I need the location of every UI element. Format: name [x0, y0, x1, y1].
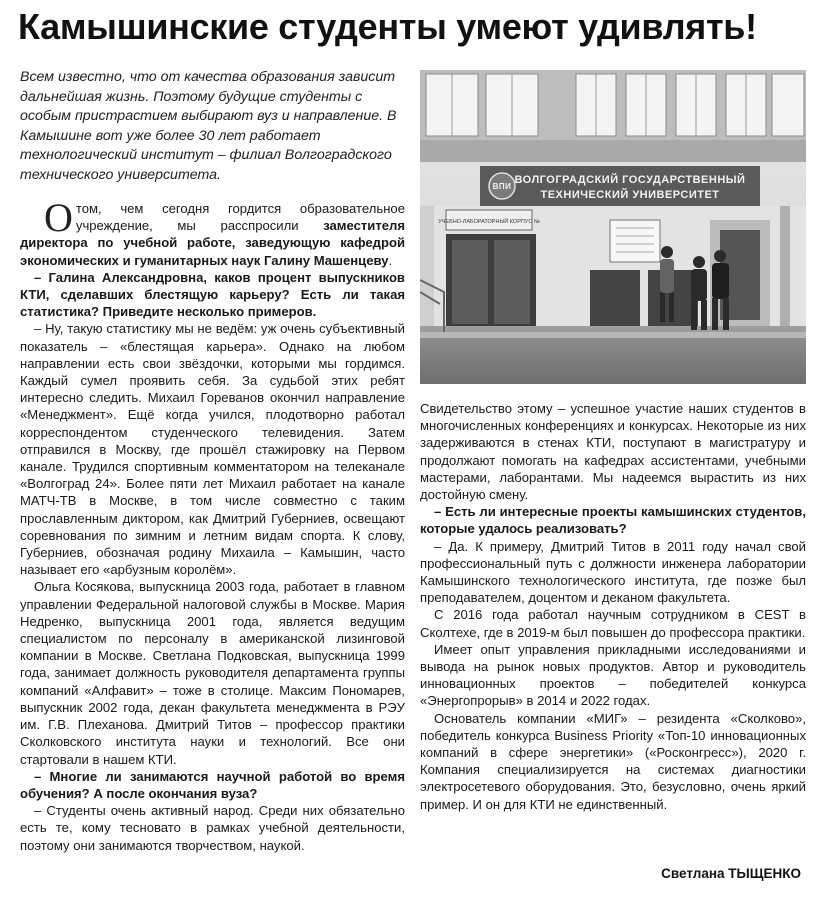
article-lead: Всем известно, что от качества образования зависит дальнейшая жизнь. Поэтому будущие студенты с особым пристрастием выбирают вуз и направление. В Камышине вот уже более 30 лет работает технологический институт – филиал Волгоградского технического университета. — [20, 69, 397, 183]
answer-2-part-2: Свидетельство этому – успешное участие наших студентов в многочисленных конференциях и конкурсах. Некоторые из них задерживаются в стенах КТИ, поступают в магистратуру и продолжают помогать на кафедрах ассистентами, учебными мастерами, лаборантами. Мы надеемся вырастить из них достойную смену. — [420, 401, 806, 503]
question-3: – Есть ли интересные проекты камышинских студентов, которые удалось реализовать? — [420, 504, 806, 537]
sign-line-1: ВОЛГОГРАДСКИЙ ГОСУДАРСТВЕННЫЙ — [514, 174, 746, 186]
intro-text: том, чем сегодня гордится образовательное учреждение, мы расспросили — [75, 201, 405, 234]
answer-1-paragraph-1: – Ну, такую статистику мы не ведём: уж очень субъективный показатель – «блестящая карьера». Однако на любом направлении есть свои звёздочки, которыми мы гордимся. Каждый сумел проявить себя. За судьбой этих ребят интересно следить. Михаил Гореванов окончил направление «Менеджмент». Ещё когда учился, плодотворно работал корреспондентом студенческого телевидения. Затем отправился в Москву, где прошёл стажировку на Первом канале. Трудился спортивным комментатором на телеканале «Волгоград 24». Более пяти лет Михаил работает на канале МАТЧ-ТВ в Москве, в том числе совместно с таким прославленным диктором, как Дмитрий Губерниев, освещают соревнования по зимним и летним видам спорта. К слову, Губерниев, обозначая родину Михаила – Камышин, часто называет его «арбузным королём». — [20, 321, 405, 578]
intro-interviewee: заместителя директора по учебной работе, заведующую кафедрой экономических и гуманитарных наук Галину Машенцеву — [20, 218, 405, 268]
answer-3-paragraph-4: Основатель компании «МИГ» – резидента «Сколково», победитель конкурса Business Priority «Топ-10 инновационных компаний в сфере энергетики» («Росконгресс»), 2020 г. Компания специализируется на системах диагностики электросетевого оборудования. Это, безусловно, очень яркий пример. И он для КТИ не единственный. — [420, 710, 806, 812]
sign-line-2: ТЕХНИЧЕСКИЙ УНИВЕРСИТЕТ — [540, 189, 720, 201]
answer-3-paragraph-1: – Да. К примеру, Дмитрий Титов в 2011 году начал свой профессиональный путь с должности инженера лаборатории Камышинского технологического института, где позже был преподавателем, доцентом и деканом факультета. — [420, 538, 806, 606]
article-headline: Камышинские студенты умеют удивлять! — [18, 6, 757, 47]
answer-1-paragraph-2: Ольга Косякова, выпускница 2003 года, работает в главном управлении Федеральной налоговой службы в Москве. Мария Недренко, выпускница 2001 года, является ведущим специалистом по персоналу в американской лизинговой компании в Москве. Светлана Подковская, выпускница 1999 года, занимает должность руководителя департамента группы компаний «Алфавит» – тоже в столице. Максим Пономарев, выпускник 2002 года, декан факультета менеджмента в РЭУ им. Г.В. Плеханова. Дмитрий Титов – профессор практики Сколковского института науки и технологий. Все они стартовали в нашем КТИ. — [20, 579, 405, 767]
sign-logo: ВПИ — [492, 182, 512, 191]
university-building-photo — [420, 70, 806, 384]
author-byline: Светлана ТЫЩЕНКО — [661, 866, 801, 881]
article-intro — [20, 195, 405, 269]
intro-end: . — [388, 252, 393, 268]
article-column-1 — [20, 195, 405, 854]
door-sign: УЧЕБНО-ЛАБОРАТОРНЫЙ КОРПУС № — [438, 219, 540, 225]
answer-3-paragraph-3: Имеет опыт управления прикладными исследованиями и вывода на рынок новых продуктов. Автор и руководитель инновационных проектов – победителей конкурса «Энергопрорыв» в 2014 и 2022 годах. — [420, 641, 806, 709]
drop-cap: О — [44, 195, 73, 240]
article-column-2 — [420, 400, 806, 813]
question-1: – Галина Александровна, каков процент выпускников КТИ, сделавших блестящую карьеру? Есть ли такая статистика? Приведите несколько примеров. — [20, 269, 405, 320]
answer-3-paragraph-2: С 2016 года работал научным сотрудником в CEST в Сколтехе, где в 2019-м был повышен до профессора практики. — [420, 607, 806, 640]
question-2: – Многие ли занимаются научной работой во время обучения? А после окончания вуза? — [20, 768, 405, 801]
answer-2-part-1: – Студенты очень активный народ. Среди них обязательно есть те, кому тесновато в рамках учебной деятельности, поэтому они занимаются творчеством, наукой. — [20, 803, 405, 853]
